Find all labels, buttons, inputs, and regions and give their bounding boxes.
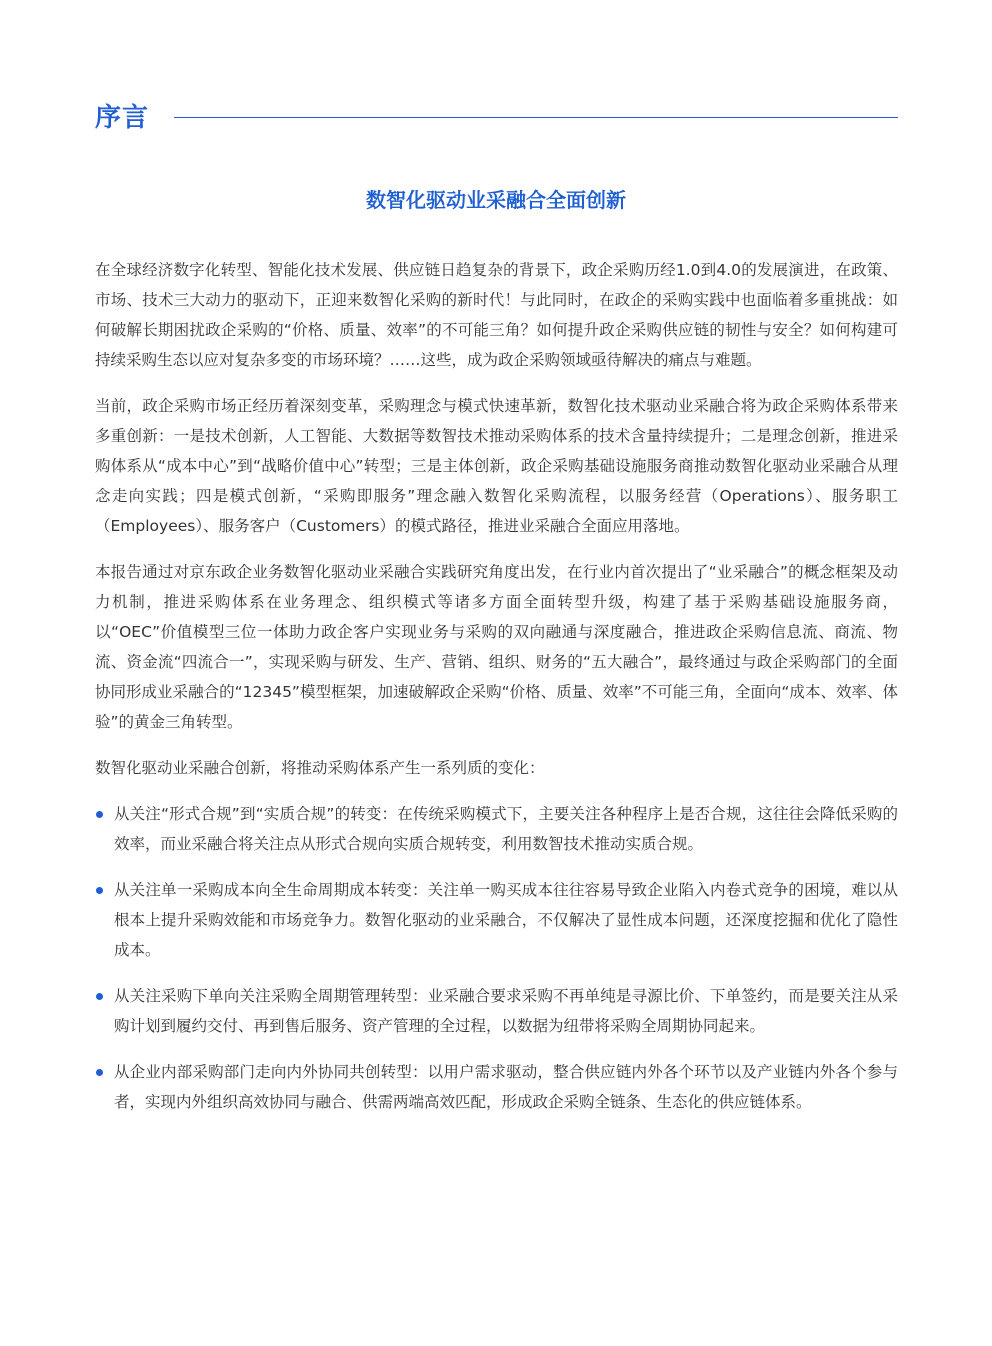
paragraph-lead: 数智化驱动业采融合创新，将推动采购体系产生一系列质的变化： <box>95 759 545 777</box>
bullet-item <box>95 981 898 1041</box>
paragraph: 当前，政企采购市场正经历着深刻变革，采购理念与模式快速革新，数智化技术驱动业采融合将为政企采购体系带来多重创新：一是技术创新，人工智能、大数据等数智技术推动采购体系的技术含量持续提升；二是理念创新，推进采购体系从“成本中心”到“战略价值中心”转型；三是主体创新，政企采购基础设施服务商推动数智化驱动业采融合从理念走向实践；四是模式创新，“采购即服务”理念融入数智化采购流程，以服务经营（Operations）、服务职工（Employees）、服务客户（Customers）的模式路径，推进业采融合全面应用落地。 <box>95 397 898 535</box>
bullet-text: 从关注采购下单向关注采购全周期管理转型：业采融合要求采购不再单纯是寻源比价、下单签约，而是要关注从采购计划到履约交付、再到售后服务、资产管理的全过程，以数据为纽带将采购全周期协同起来。 <box>114 987 898 1035</box>
section-divider <box>174 117 898 118</box>
bullet-text: 从关注“形式合规”到“实质合规”的转变：在传统采购模式下，主要关注各种程序上是否合规，这往往会降低采购的效率，而业采融合将关注点从形式合规向实质合规转变，利用数智技术推动实质合规。 <box>114 805 898 853</box>
bullet-text: 从关注单一采购成本向全生命周期成本转变：关注单一购买成本往往容易导致企业陷入内卷式竞争的困境，难以从根本上提升采购效能和市场竞争力。数智化驱动的业采融合，不仅解决了显性成本问题，还深度挖掘和优化了隐性成本。 <box>114 881 898 959</box>
bullet-list <box>95 799 898 1117</box>
bullet-dot-icon <box>96 811 103 818</box>
bullet-item <box>95 875 898 965</box>
paragraph: 本报告通过对京东政企业务数智化驱动业采融合实践研究角度出发，在行业内首次提出了“业采融合”的概念框架及动力机制，推进采购体系在业务理念、组织模式等诸多方面全面转型升级，构建了基于采购基础设施服务商，以“OEC”价值模型三位一体助力政企客户实现业务与采购的双向融通与深度融合，推进政企采购信息流、商流、物流、资金流“四流合一”，实现采购与研发、生产、营销、组织、财务的“五大融合”，最终通过与政企采购部门的全面协同形成业采融合的“12345”模型框架，加速破解政企采购“价格、质量、效率”不可能三角，全面向“成本、效率、体验”的黄金三角转型。 <box>95 563 898 731</box>
paragraph: 在全球经济数字化转型、智能化技术发展、供应链日趋复杂的背景下，政企采购历经1.0到4.0的发展演进，在政策、市场、技术三大动力的驱动下，正迎来数智化采购的新时代！与此同时，在政企的采购实践中也面临着多重挑战：如何破解长期困扰政企采购的“价格、质量、效率”的不可能三角？如何提升政企采购供应链的韧性与安全？如何构建可持续采购生态以应对复杂多变的市场环境？……这些，成为政企采购领域亟待解决的痛点与难题。 <box>95 261 898 369</box>
spacer <box>95 783 898 799</box>
bullet-item <box>95 1057 898 1117</box>
document-title: 数智化驱动业采融合全面创新 <box>366 188 626 212</box>
bullet-dot-icon <box>96 887 103 894</box>
document-body <box>95 255 898 1133</box>
bullet-text: 从企业内部采购部门走向内外协同共创转型：以用户需求驱动，整合供应链内外各个环节以及产业链内外各个参与者，实现内外组织高效协同与融合、供需两端高效匹配，形成政企采购全链条、生态化的供应链体系。 <box>114 1063 898 1111</box>
bullet-dot-icon <box>96 1069 103 1076</box>
bullet-dot-icon <box>96 993 103 1000</box>
section-header <box>95 98 898 138</box>
bullet-item <box>95 799 898 859</box>
section-title: 序言 <box>95 103 150 133</box>
